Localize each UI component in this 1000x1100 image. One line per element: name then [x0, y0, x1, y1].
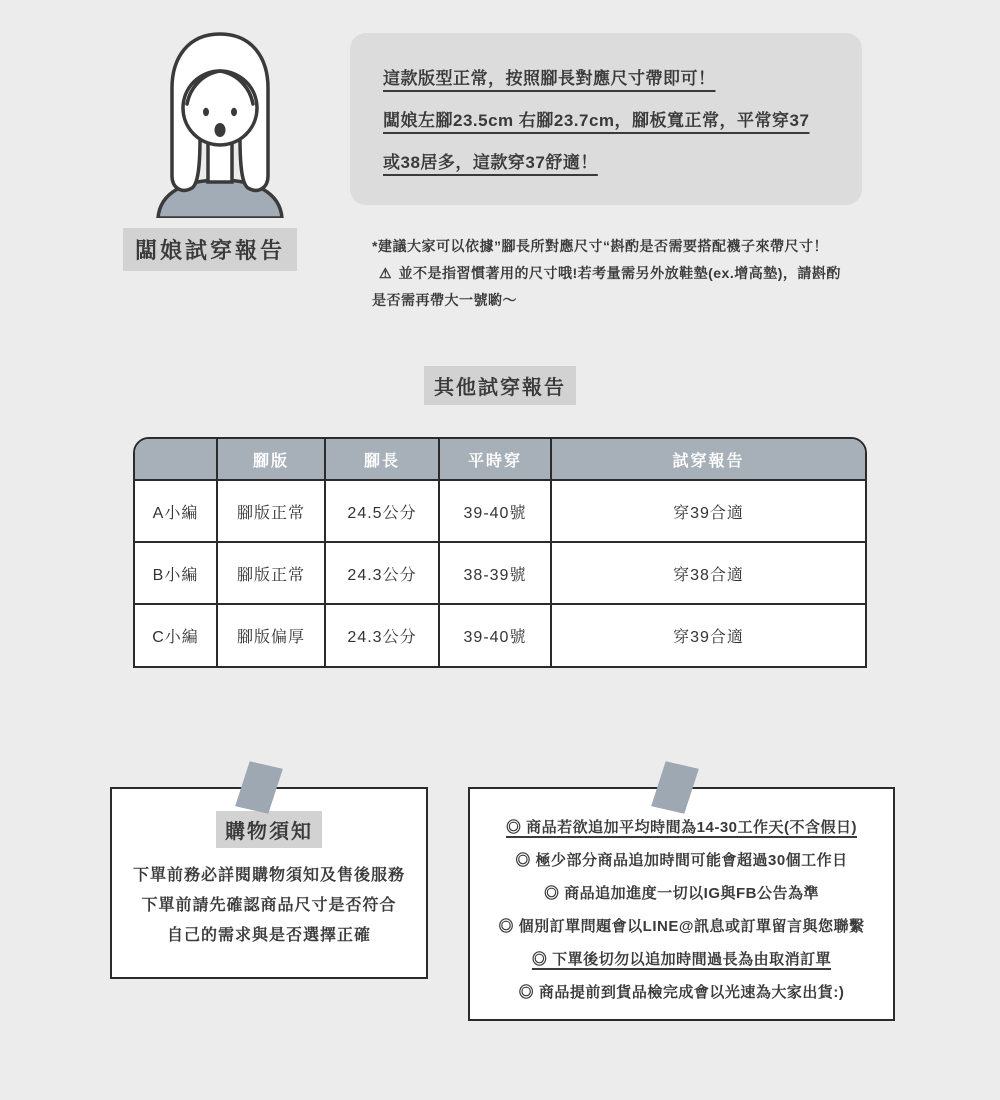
col-header-fit-result: 試穿報告 [551, 439, 865, 480]
cell-fit-result: 穿38合適 [551, 542, 865, 604]
policy-item: ◎ 個別訂單問題會以LINE@訊息或訂單留言與您聯繫 [498, 918, 865, 935]
cell-editor: B小編 [135, 542, 217, 604]
cell-fit-result: 穿39合適 [551, 480, 865, 542]
policy-item: ◎ 極少部分商品追加時間可能會超過30個工作日 [515, 852, 848, 869]
fit-notes [372, 233, 892, 314]
woman-avatar-icon [150, 30, 290, 218]
table-row [135, 604, 865, 666]
cell-editor: A小編 [135, 480, 217, 542]
policy-item: ◎ 商品追加進度一切以IG與FB公告為準 [544, 885, 819, 902]
policy-item: ◎ 下單後切勿以追加時間過長為由取消訂單 [531, 951, 832, 968]
cell-fit-result: 穿39合適 [551, 604, 865, 666]
cell-foot-length: 24.5公分 [325, 480, 439, 542]
bubble-line: 或38居多，這款穿37舒適！ [383, 153, 598, 172]
table-row [135, 542, 865, 604]
speech-bubble [350, 33, 862, 205]
col-header-usual-size: 平時穿 [439, 439, 551, 480]
warning-icon: ⚠ [379, 265, 393, 281]
note-text: 並不是指習慣著用的尺寸哦!若考量需另外放鞋墊(ex.增高墊)，請斟酌 [398, 265, 841, 281]
tape-icon [651, 761, 699, 814]
notice-line: 下單前請先確認商品尺寸是否符合 [141, 897, 397, 914]
notice-line: 自己的需求與是否選擇正確 [166, 927, 371, 944]
fit-table-grid [135, 439, 865, 666]
note-line [372, 260, 892, 287]
reporter-label: 闆娘試穿報告 [123, 228, 297, 271]
policy-box [468, 787, 895, 1021]
note-line: *建議大家可以依據”腳長所對應尺寸“斟酌是否需要搭配襪子來帶尺寸！ [372, 238, 828, 254]
fit-table [133, 437, 867, 668]
avatar [150, 30, 290, 218]
cell-usual-size: 39-40號 [439, 604, 551, 666]
policy-item: ◎ 商品若欲追加平均時間為14-30工作天(不含假日) [505, 819, 858, 836]
bubble-line: 這款版型正常，按照腳長對應尺寸帶即可！ [383, 69, 716, 88]
notice-line: 下單前務必詳閱購物須知及售後服務 [132, 867, 405, 884]
policy-item: ◎ 商品提前到貨品檢完成會以光速為大家出貨:) [518, 984, 845, 1001]
col-header-foot-length: 腳長 [325, 439, 439, 480]
col-header-foot-shape: 腳版 [217, 439, 325, 480]
shopping-notice-title: 購物須知 [216, 811, 322, 848]
cell-foot-length: 24.3公分 [325, 542, 439, 604]
cell-foot-length: 24.3公分 [325, 604, 439, 666]
col-header-editor [135, 439, 217, 480]
table-row [135, 480, 865, 542]
cell-foot-shape: 腳版正常 [217, 480, 325, 542]
shopping-notice-text [112, 861, 426, 951]
cell-usual-size: 38-39號 [439, 542, 551, 604]
cell-editor: C小編 [135, 604, 217, 666]
table-header-row [135, 439, 865, 480]
cell-foot-shape: 腳版偏厚 [217, 604, 325, 666]
bubble-line: 闆娘左腳23.5cm 右腳23.7cm，腳板寬正常，平常穿37 [383, 111, 810, 130]
shopping-notice-box [110, 787, 428, 979]
other-reports-title: 其他試穿報告 [424, 366, 576, 405]
cell-usual-size: 39-40號 [439, 480, 551, 542]
tape-icon [235, 761, 283, 814]
policy-list [470, 811, 893, 1009]
note-line: 是否需再帶大一號喲～ [372, 292, 517, 308]
cell-foot-shape: 腳版正常 [217, 542, 325, 604]
